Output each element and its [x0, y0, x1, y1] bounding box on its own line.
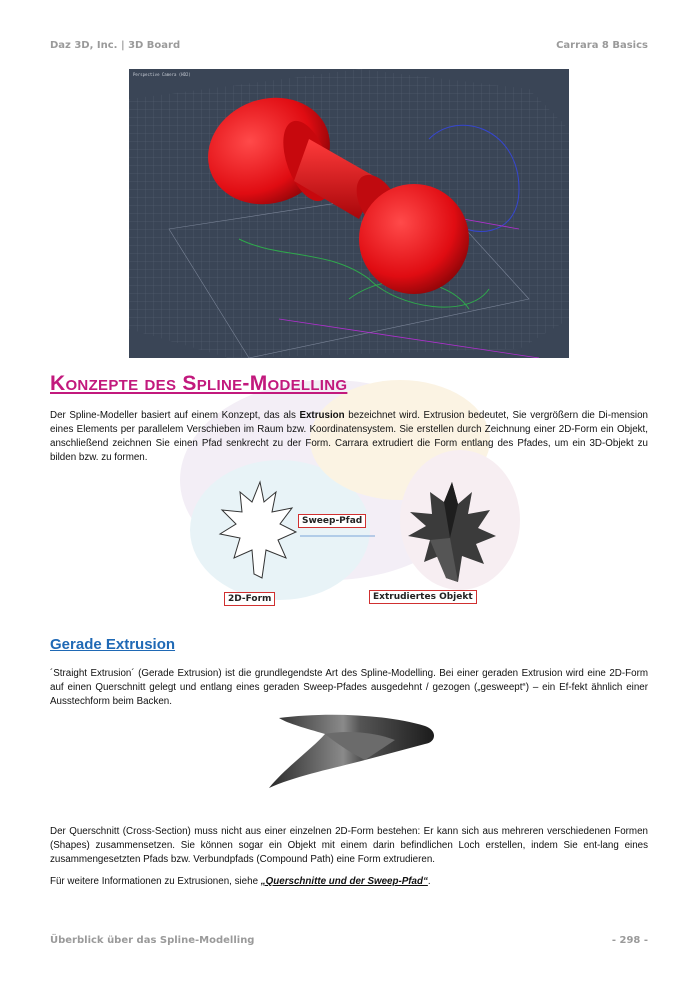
- paragraph-more-info: [50, 875, 648, 889]
- paragraph-cross-section: Der Querschnitt (Cross-Section) muss nicht aus einer einzelnen 2D-Form bestehen: Er kann sich aus mehreren verschiedenen Formen (Shapes) zusammensetzen. Sie können sogar ein Objekt mit einem darin befindlichen Loch erstellen, indem Sie ent-lang eines zusammengesetzten Pfads bzw. Verbundpfads (Compound Path) eine Form extrudieren.: [50, 826, 648, 865]
- section-title: Konzepte des Spline-Modelling: [50, 372, 348, 395]
- page-number: - 298 -: [611, 935, 648, 946]
- header-left: Daz 3D, Inc. | 3D Board: [50, 40, 181, 51]
- render-scene: [129, 69, 569, 358]
- maple-leaf-2d-outline: [220, 482, 296, 578]
- paragraph-extrusion-intro: [50, 409, 648, 465]
- p1-bold-extrusion: Extrusion: [299, 410, 345, 421]
- p1-text-b: bezeichnet wird. Extrusion bedeutet, Sie vergrößern die Di-mension eines Elements per parallelem Verschieben im Raum bzw. Koordinatensystem. Sie erstellen durch Zeichnung einer 2D-Form ein Objekt, anschließend zeichnen Sie einen Pfad senkrecht zu der Form. Carrara extrudiert die Form entlang des Pfades, um ein 3D-Objekt zu bilden bzw. zu formen.: [50, 410, 648, 463]
- sweep-path-label: Sweep-Pfad: [298, 514, 366, 528]
- footer-left: Überblick über das Spline-Modelling: [50, 935, 255, 946]
- p1-text-a: Der Spline-Modeller basiert auf einem Konzept, das als: [50, 410, 300, 421]
- maple-leaf-extruded: [408, 482, 496, 582]
- cross-section-link[interactable]: „Querschnitte und der Sweep-Pfad“: [260, 876, 428, 887]
- form-2d-label: 2D-Form: [224, 592, 275, 606]
- header-right: Carrara 8 Basics: [556, 40, 648, 51]
- render-caption: Perspective Camera (HD2): [133, 72, 191, 77]
- extrusion-diagram: [200, 478, 500, 588]
- p4-text-b: .: [427, 876, 431, 887]
- p4-text-a: Für weitere Informationen zu Extrusionen, siehe: [50, 876, 261, 887]
- subsection-title: Gerade Extrusion: [50, 636, 176, 653]
- paragraph-straight-extrusion: ´Straight Extrusion´ (Gerade Extrusion) ist die grundlegendste Art des Spline-Modelling. Bei einer geraden Extrusion wird eine 2D-Form auf einen Querschnitt gelegt und entlang eines geraden Sweep-Pfades ausgedehnt / gezogen („gesweept“) – ein Ef-fekt ähnlich einer Ausstechform beim Backen.: [50, 668, 648, 707]
- render-viewport: [129, 69, 569, 358]
- extruded-object-label: Extrudiertes Objekt: [369, 590, 477, 604]
- extruded-sheet-figure: [265, 712, 441, 794]
